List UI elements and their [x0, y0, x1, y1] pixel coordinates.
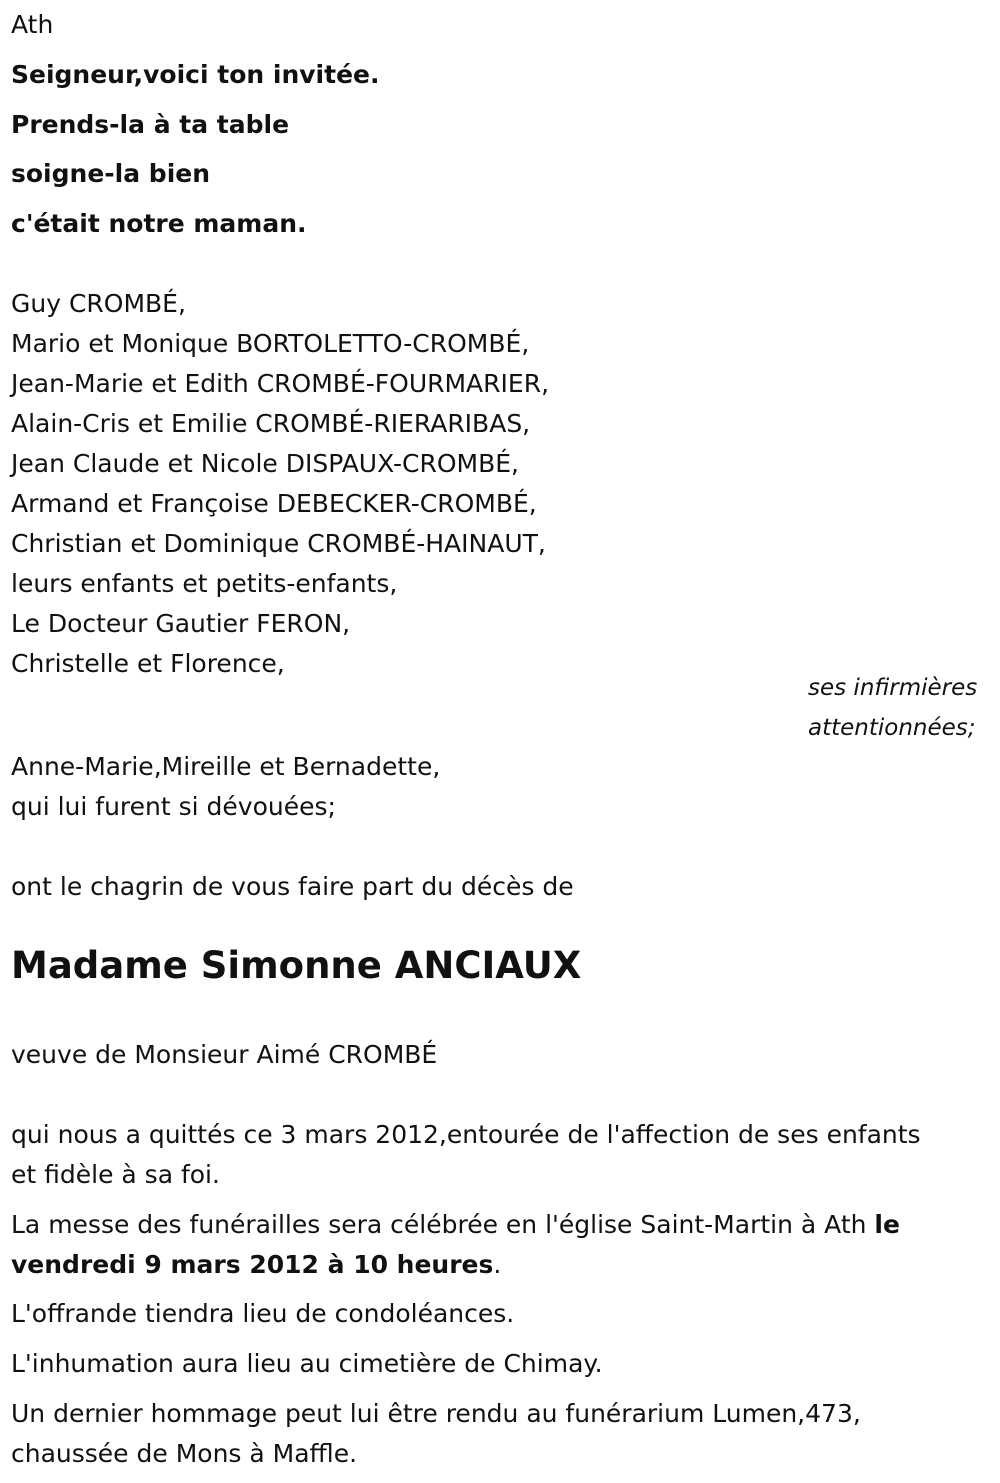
poem-line-3: soigne-la bien [11, 159, 211, 188]
family-line-7: Christian et Dominique CROMBÉ-HAINAUT, [11, 529, 546, 558]
mass-bold-1: le [874, 1210, 900, 1239]
nurses-line-2: attentionnées; [808, 715, 976, 741]
mass-line-1 [11, 1205, 900, 1245]
family-line-4: Alain-Cris et Emilie CROMBÉ-RIERARIBAS, [11, 409, 531, 438]
offering-line: L'offrande tiendra lieu de condoléances. [11, 1299, 515, 1328]
mass-line-2 [11, 1245, 501, 1285]
family-line-2: Mario et Monique BORTOLETTO-CROMBÉ, [11, 329, 530, 358]
family-line-9: Le Docteur Gautier FERON, [11, 609, 351, 638]
announce-line: ont le chagrin de vous faire part du décès de [11, 872, 574, 901]
widow-line: veuve de Monsieur Aimé CROMBÉ [11, 1040, 438, 1069]
family-line-3: Jean-Marie et Edith CROMBÉ-FOURMARIER, [11, 369, 550, 398]
poem-line-4: c'était notre maman. [11, 209, 307, 238]
family-line-8: leurs enfants et petits-enfants, [11, 569, 398, 598]
poem-line-1: Seigneur,voici ton invitée. [11, 60, 380, 89]
place-line: Ath [11, 10, 54, 39]
mass-prefix: La messe des funérailles sera célébrée en l'église Saint-Martin à Ath [11, 1210, 875, 1239]
passed-line-2: et fidèle à sa foi. [11, 1160, 220, 1189]
helpers-line-2: qui lui furent si dévouées; [11, 792, 336, 821]
deceased-name: Madame Simonne ANCIAUX [11, 944, 582, 987]
family-line-1: Guy CROMBÉ, [11, 289, 186, 318]
mass-bold-2: vendredi 9 mars 2012 à 10 heures [11, 1250, 494, 1279]
family-line-6: Armand et Françoise DEBECKER-CROMBÉ, [11, 489, 537, 518]
helpers-line-1: Anne-Marie,Mireille et Bernadette, [11, 752, 441, 781]
burial-line: L'inhumation aura lieu au cimetière de Chimay. [11, 1349, 603, 1378]
tribute-line-2: chaussée de Mons à Maffle. [11, 1439, 358, 1468]
poem-line-2: Prends-la à ta table [11, 110, 290, 139]
nurses-line-1: ses infirmières [808, 675, 978, 701]
passed-line-1: qui nous a quittés ce 3 mars 2012,entourée de l'affection de ses enfants [11, 1120, 921, 1149]
mass-suffix: . [493, 1250, 502, 1279]
family-line-10: Christelle et Florence, [11, 649, 285, 678]
tribute-line-1: Un dernier hommage peut lui être rendu au funérarium Lumen,473, [11, 1399, 861, 1428]
family-line-5: Jean Claude et Nicole DISPAUX-CROMBÉ, [11, 449, 519, 478]
